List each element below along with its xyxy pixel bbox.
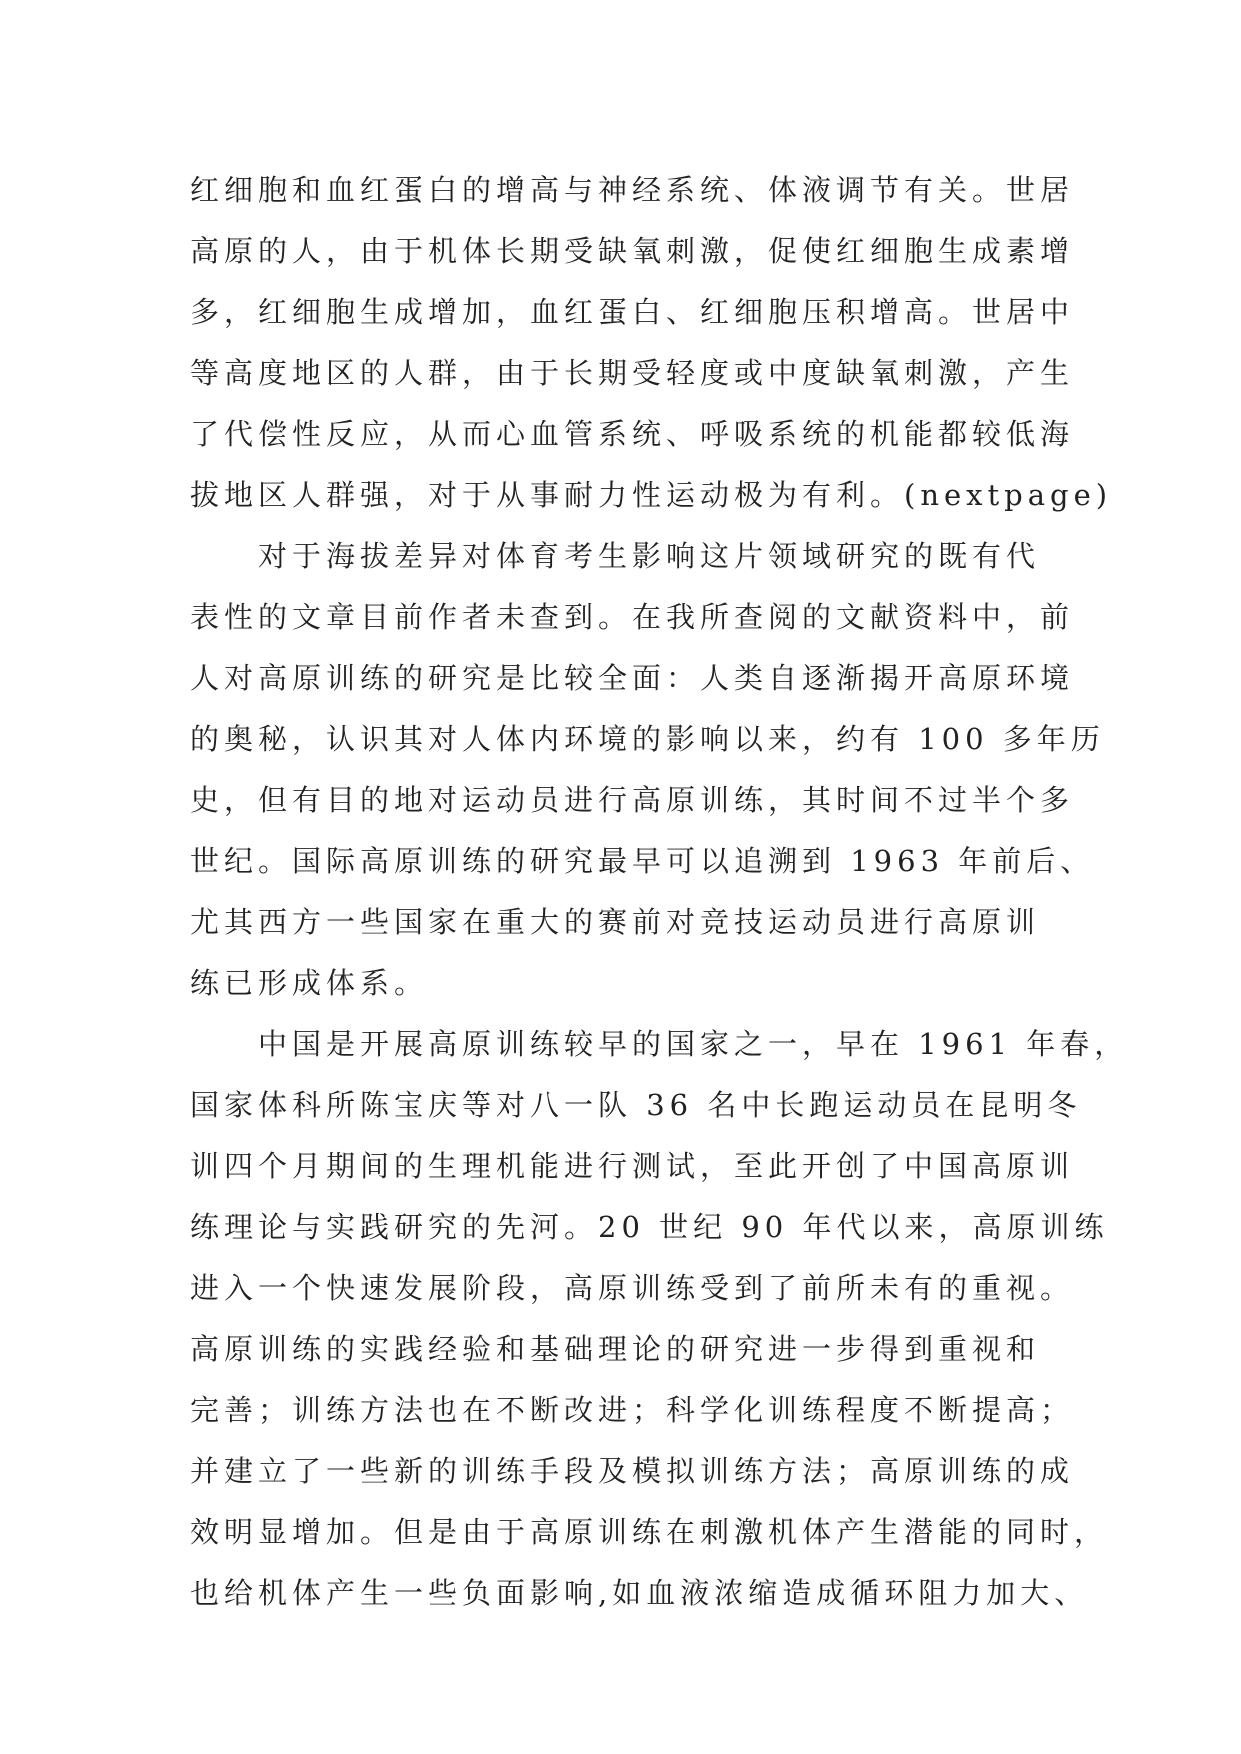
text-line: 了代偿性反应，从而心血管系统、呼吸系统的机能都较低海 xyxy=(190,417,1075,451)
text-line: 等高度地区的人群，由于长期受轻度或中度缺氧刺激，产生 xyxy=(190,356,1075,390)
text-line: 高原训练的实践经验和基础理论的研究进一步得到重视和 xyxy=(190,1332,1041,1366)
text-line: 人对高原训练的研究是比较全面：人类自逐渐揭开高原环境 xyxy=(190,661,1075,695)
text-line: 完善；训练方法也在不断改进；科学化训练程度不断提高； xyxy=(190,1393,1075,1427)
paragraph-start-line: 对于海拔差异对体育考生影响这片领域研究的既有代 xyxy=(190,539,1041,573)
text-line: 练理论与实践研究的先河。20 世纪 90 年代以来，高原训练 xyxy=(190,1210,1109,1244)
text-line: 高原的人，由于机体长期受缺氧刺激，促使红细胞生成素增 xyxy=(190,234,1075,268)
text-line: 红细胞和血红蛋白的增高与神经系统、体液调节有关。世居 xyxy=(190,173,1075,207)
text-line: 表性的文章目前作者未查到。在我所查阅的文献资料中，前 xyxy=(190,600,1075,634)
text-line: 训四个月期间的生理机能进行测试，至此开创了中国高原训 xyxy=(190,1149,1075,1183)
text-line: 的奥秘，认识其对人体内环境的影响以来，约有 100 多年历 xyxy=(190,722,1105,756)
text-line: 也给机体产生一些负面影响,如血液浓缩造成循环阻力加大、 xyxy=(190,1576,1089,1610)
text-line: 练已形成体系。 xyxy=(190,966,429,1000)
text-line: 并建立了一些新的训练手段及模拟训练方法；高原训练的成 xyxy=(190,1454,1075,1488)
text-line: 多，红细胞生成增加，血红蛋白、红细胞压积增高。世居中 xyxy=(190,295,1075,329)
body-text xyxy=(190,160,1129,1624)
text-line: 效明显增加。但是由于高原训练在刺激机体产生潜能的同时， xyxy=(190,1515,1109,1549)
text-line: 进入一个快速发展阶段，高原训练受到了前所未有的重视。 xyxy=(190,1271,1075,1305)
paragraph-start-line: 中国是开展高原训练较早的国家之一，早在 1961 年春， xyxy=(190,1027,1129,1061)
text-line: 世纪。国际高原训练的研究最早可以追溯到 1963 年前后、 xyxy=(190,844,1095,878)
text-line: 拔地区人群强，对于从事耐力性运动极为有利。(nextpage) xyxy=(190,478,1113,512)
text-line: 国家体科所陈宝庆等对八一队 36 名中长跑运动员在昆明冬 xyxy=(190,1088,1082,1122)
text-line: 史，但有目的地对运动员进行高原训练，其时间不过半个多 xyxy=(190,783,1075,817)
text-line: 尤其西方一些国家在重大的赛前对竞技运动员进行高原训 xyxy=(190,905,1041,939)
